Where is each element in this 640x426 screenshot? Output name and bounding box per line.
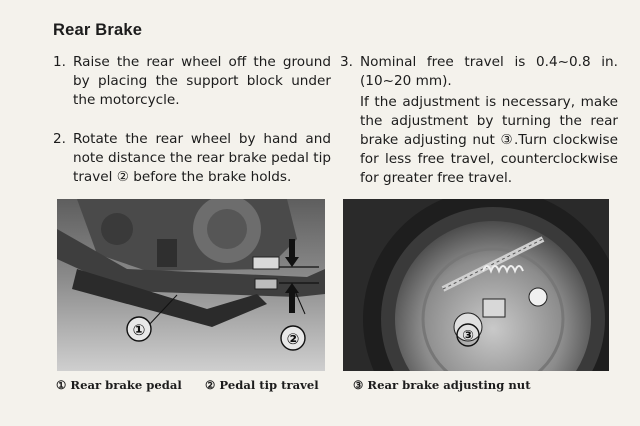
- brake-adjusting-nut-photo: [343, 199, 609, 371]
- step-number: 2.: [53, 131, 66, 147]
- step-3: [340, 53, 618, 91]
- instructions-left-column: [53, 53, 331, 199]
- step-1: [53, 53, 331, 110]
- step-2: [53, 130, 331, 187]
- instructions-right-column: [340, 53, 618, 188]
- step-number: 1.: [53, 54, 66, 70]
- caption-rear-brake-adjusting-nut: ③ Rear brake adjusting nut: [353, 378, 531, 392]
- brake-pedal-photo: [57, 199, 325, 371]
- step-number: 3.: [340, 54, 353, 70]
- step-text: Nominal free travel is 0.4~0.8 in. (10~20 mm).: [360, 54, 618, 89]
- caption-rear-brake-pedal: ① Rear brake pedal: [56, 378, 182, 392]
- callout-3: ③: [462, 328, 474, 344]
- step-text: Rotate the rear wheel by hand and note distance the rear brake pedal tip travel ② before the brake holds.: [73, 131, 331, 185]
- caption-pedal-tip-travel: ② Pedal tip travel: [205, 378, 319, 392]
- callout-1: ①: [132, 321, 146, 339]
- section-title: Rear Brake: [53, 21, 143, 39]
- callout-2: ②: [286, 330, 300, 348]
- step-3-detail: If the adjustment is necessary, make the adjustment by turning the rear brake adjusting nut ③.Turn clockwise for less free travel, counterclockwise for greater free travel.: [360, 94, 618, 186]
- step-text: Raise the rear wheel off the ground by placing the support block under the motorcycle.: [73, 54, 331, 108]
